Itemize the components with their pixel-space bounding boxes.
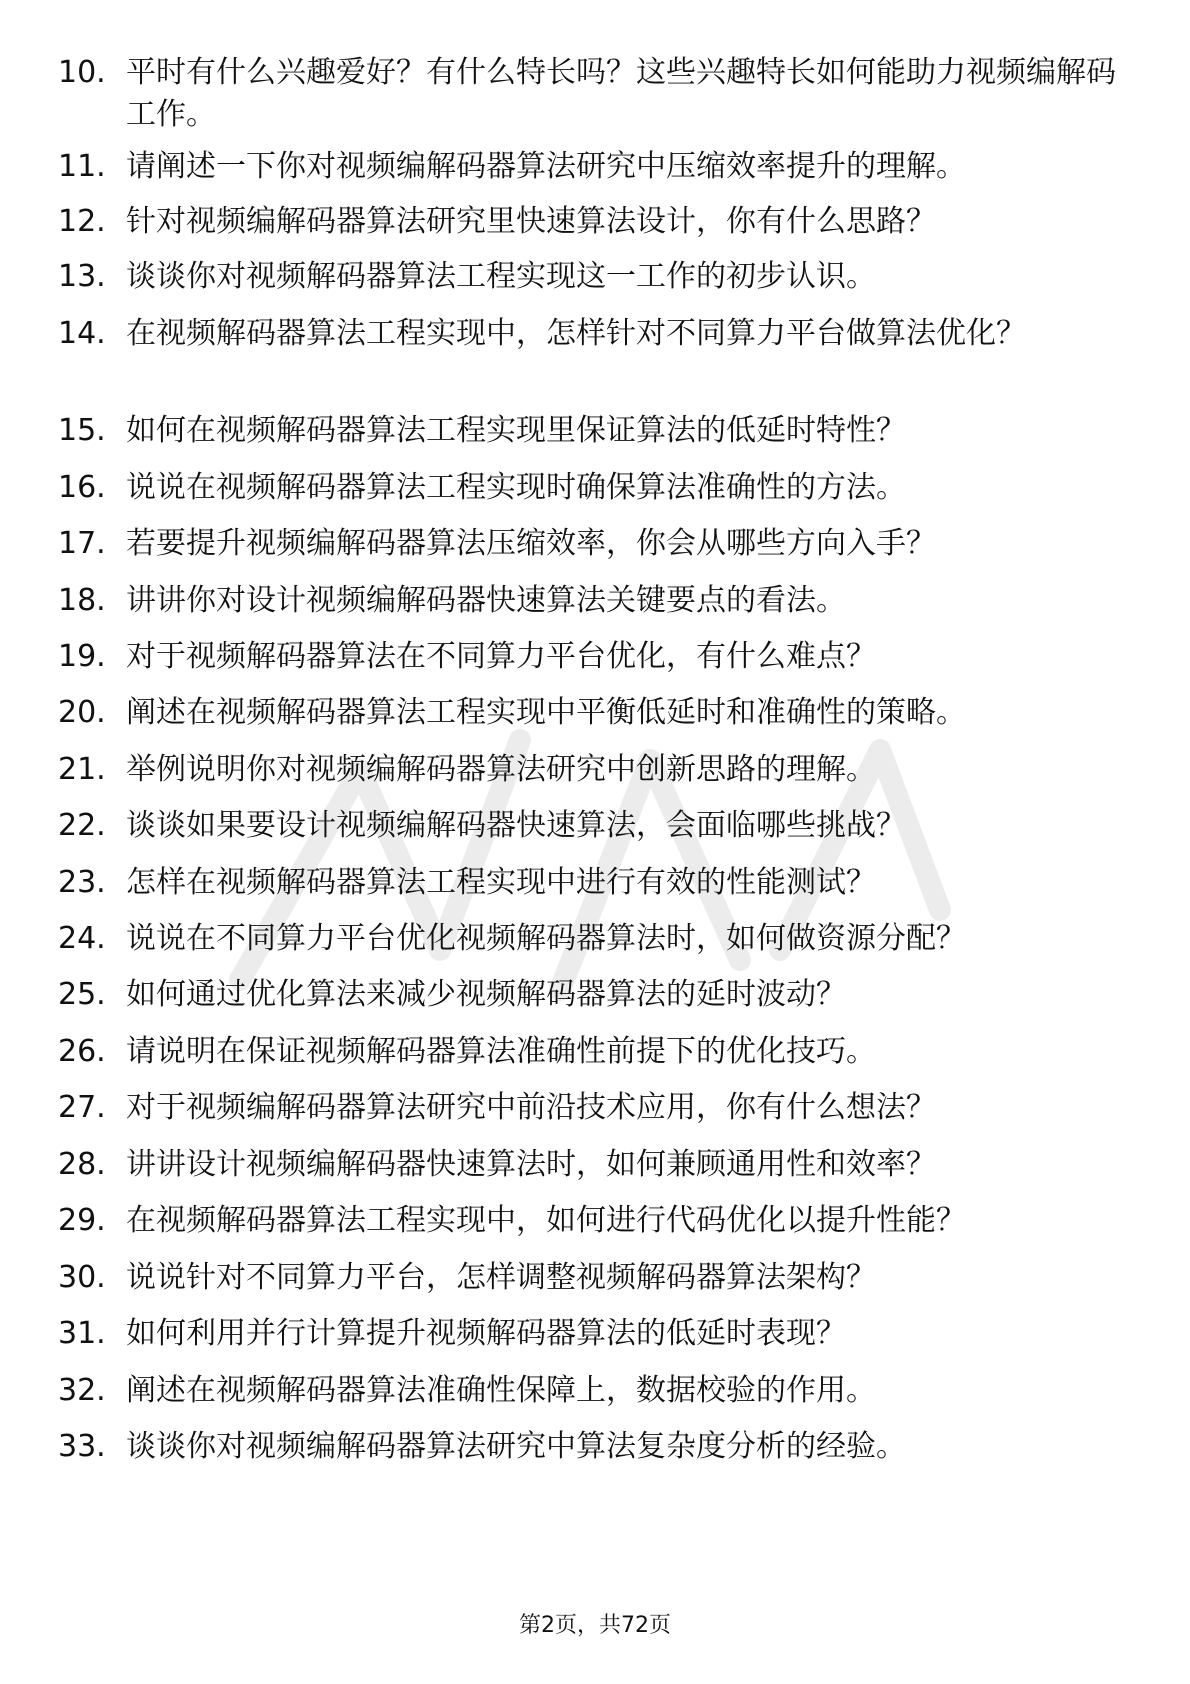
item-text: 针对视频编解码器算法研究里快速算法设计，你有什么思路？ (126, 204, 936, 239)
item-text: 在视频解码器算法工程实现中，如何进行代码优化以提升性能？ (126, 1203, 966, 1238)
item-number: 18. (58, 583, 106, 618)
item-number: 15. (58, 413, 106, 448)
item-number: 17. (58, 526, 106, 561)
item-text: 谈谈你对视频编解码器算法研究中算法复杂度分析的经验。 (126, 1429, 906, 1464)
item-number: 14. (58, 316, 106, 351)
item-text: 在视频解码器算法工程实现中，怎样针对不同算力平台做算法优化？ (126, 316, 1026, 351)
item-text: 对于视频解码器算法在不同算力平台优化，有什么难点？ (126, 639, 876, 674)
item-text: 请阐述一下你对视频编解码器算法研究中压缩效率提升的理解。 (126, 149, 966, 184)
item-number: 27. (58, 1090, 106, 1125)
item-text: 如何通过优化算法来减少视频解码器算法的延时波动？ (126, 977, 846, 1012)
item-number: 22. (58, 808, 106, 843)
item-number: 13. (58, 259, 106, 294)
item-number: 25. (58, 977, 106, 1012)
item-text: 举例说明你对视频编解码器算法研究中创新思路的理解。 (126, 752, 876, 787)
item-text: 谈谈你对视频解码器算法工程实现这一工作的初步认识。 (126, 259, 876, 294)
item-text: 说说针对不同算力平台，怎样调整视频解码器算法架构？ (126, 1260, 876, 1295)
item-number: 33. (58, 1429, 106, 1464)
item-number: 26. (58, 1034, 106, 1069)
item-text: 阐述在视频解码器算法准确性保障上，数据校验的作用。 (126, 1373, 876, 1408)
item-text: 讲讲设计视频编解码器快速算法时，如何兼顾通用性和效率？ (126, 1147, 936, 1182)
item-text: 阐述在视频解码器算法工程实现中平衡低延时和准确性的策略。 (126, 695, 966, 730)
item-text: 对于视频编解码器算法研究中前沿技术应用，你有什么想法？ (126, 1090, 936, 1125)
item-number: 11. (58, 149, 106, 184)
page-number: 第2页，共72页 (519, 1613, 671, 1638)
item-number: 19. (58, 639, 106, 674)
item-number: 30. (58, 1260, 106, 1295)
item-number: 31. (58, 1316, 106, 1351)
item-number: 24. (58, 921, 106, 956)
item-text: 如何在视频解码器算法工程实现里保证算法的低延时特性？ (126, 413, 906, 448)
item-number: 29. (58, 1203, 106, 1238)
item-number: 16. (58, 470, 106, 505)
item-number: 28. (58, 1147, 106, 1182)
item-number: 23. (58, 865, 106, 900)
item-text: 讲讲你对设计视频编解码器快速算法关键要点的看法。 (126, 583, 846, 618)
item-number: 20. (58, 695, 106, 730)
item-text: 怎样在视频解码器算法工程实现中进行有效的性能测试？ (126, 865, 876, 900)
item-number: 32. (58, 1373, 106, 1408)
item-text: 若要提升视频编解码器算法压缩效率，你会从哪些方向入手？ (126, 526, 936, 561)
item-text: 平时有什么兴趣爱好？有什么特长吗？这些兴趣特长如何能助力视频编解码工作。 (126, 55, 1116, 132)
item-number: 21. (58, 752, 106, 787)
item-text: 说说在视频解码器算法工程实现时确保算法准确性的方法。 (126, 470, 906, 505)
item-text: 如何利用并行计算提升视频解码器算法的低延时表现？ (126, 1316, 846, 1351)
item-number: 12. (58, 204, 106, 239)
item-text: 请说明在保证视频解码器算法准确性前提下的优化技巧。 (126, 1034, 876, 1069)
item-text: 说说在不同算力平台优化视频解码器算法时，如何做资源分配？ (126, 921, 966, 956)
item-number: 10. (58, 55, 106, 90)
item-text: 谈谈如果要设计视频编解码器快速算法，会面临哪些挑战？ (126, 808, 906, 843)
